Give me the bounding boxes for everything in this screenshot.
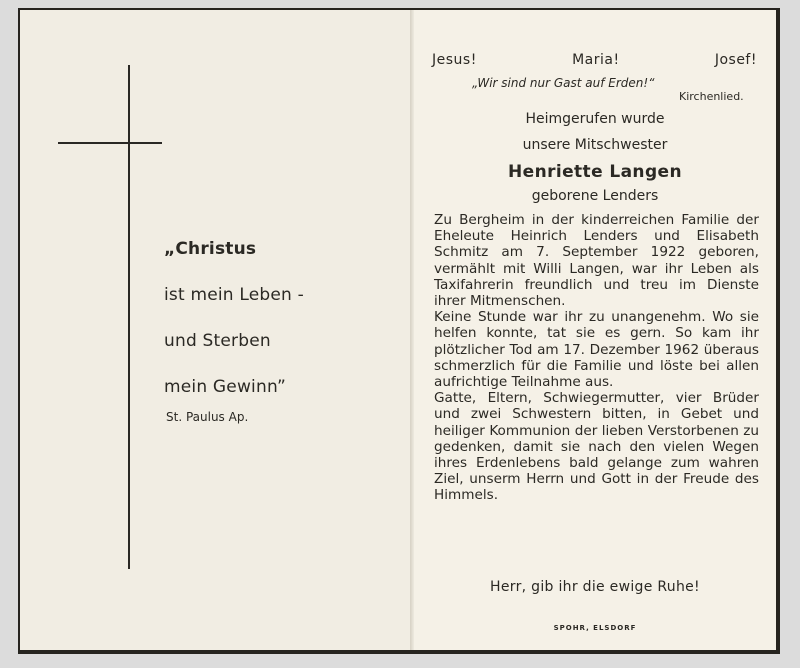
paragraph: Keine Stunde war ihr zu unangenehm. Wo sie helfen konnte, tat sie es gern. So kam ihr plötzlicher Tod am 17. Dezember 1962 überaus schmerzlich für die Familie und löste bei allen aufrichtige Teilnahme aus.: [434, 309, 759, 391]
quote-line-1: „Christus: [164, 239, 257, 259]
bible-quote: [164, 226, 304, 410]
motto: „Wir sind nur Gast auf Erden!“: [472, 76, 655, 90]
cross-icon-bar: [58, 142, 162, 144]
paragraph: Gatte, Eltern, Schwiegermutter, vier Brüder und zwei Schwestern bitten, in Gebet und heiliger Kommunion der lieben Verstorbenen zu gedenken, damit sie nach den vielen Wegen ihres Erdenlebens bald gelange zum wahren Ziel, unserm Herrn und Gott in der Freude des Himmels.: [434, 390, 759, 504]
paragraph: Zu Bergheim in der kinderreichen Familie der Eheleute Heinrich Lenders und Elisabeth Schmitz am 7. September 1922 geboren, vermählt mit Willi Langen, war ihr Leben als Taxifahrerin freundlich und treu im Dienste ihrer Mitmenschen.: [434, 212, 759, 310]
closing-prayer: Herr, gib ihr die ewige Ruhe!: [490, 579, 700, 595]
intro-line-1: Heimgerufen wurde: [525, 111, 665, 127]
printer-imprint: SPOHR, ELSDORF: [553, 624, 637, 632]
invocation-jesus: Jesus!: [432, 52, 477, 68]
quote-line-2: ist mein Leben -: [164, 285, 304, 305]
intro-line-2: unsere Mitschwester: [522, 137, 668, 153]
left-page: [20, 10, 410, 650]
quote-attribution: St. Paulus Ap.: [166, 410, 249, 424]
cross-icon: [128, 65, 130, 569]
motto-source: Kirchenlied.: [679, 90, 744, 103]
quote-line-4: mein Gewinn”: [164, 377, 287, 397]
invocation-josef: Josef!: [714, 52, 757, 68]
invocation-maria: Maria!: [572, 52, 620, 68]
deceased-name: Henriette Langen: [508, 162, 682, 182]
right-page: [414, 10, 776, 650]
invocation-header: [432, 52, 757, 68]
obituary-text: [434, 212, 759, 504]
birth-name: geborene Lenders: [531, 188, 659, 204]
memorial-card: [18, 8, 780, 654]
quote-line-3: und Sterben: [164, 331, 271, 351]
